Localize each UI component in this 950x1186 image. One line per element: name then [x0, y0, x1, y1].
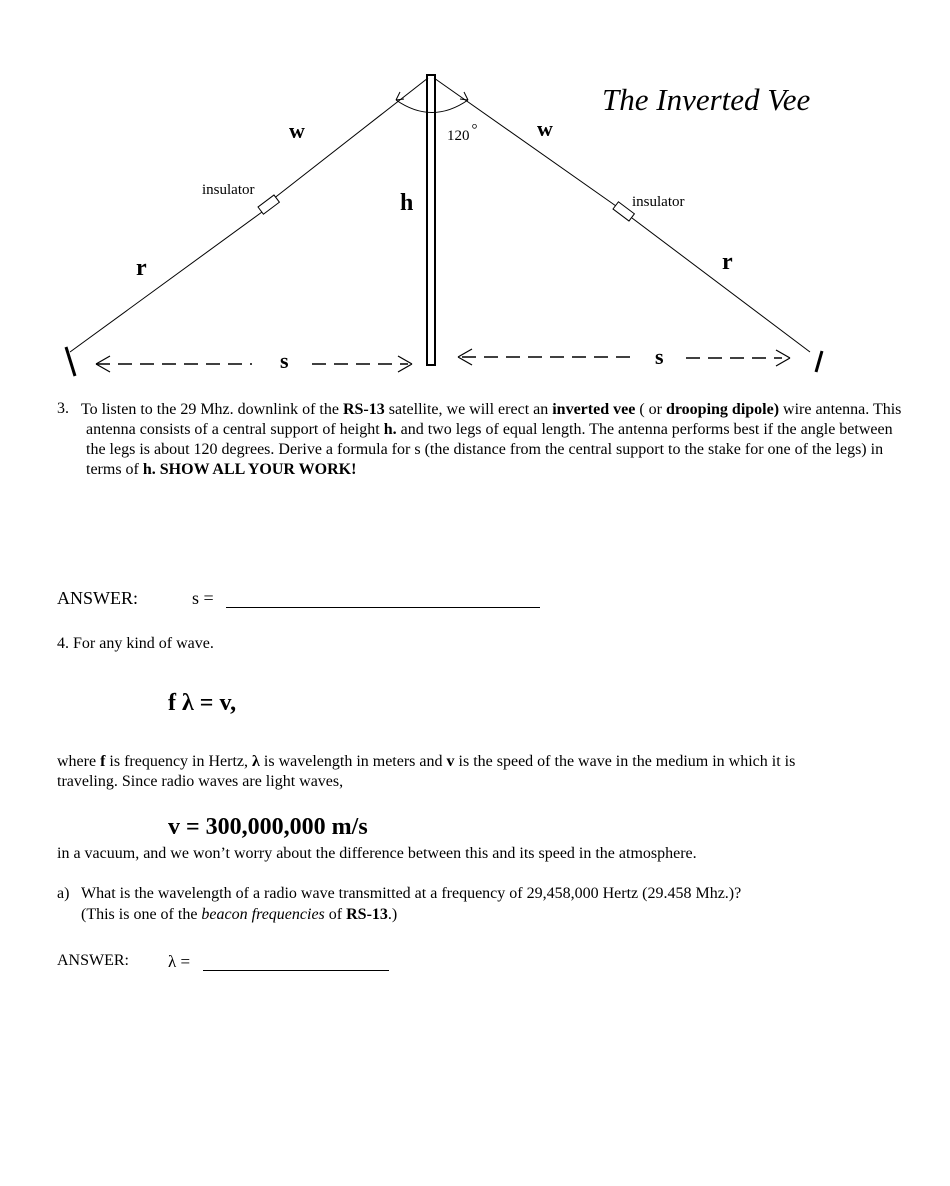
- answer1-blank[interactable]: [226, 588, 540, 608]
- q3-t2: satellite, we will erect an: [384, 401, 553, 418]
- label-s-left: s: [280, 348, 289, 373]
- q4-vacuum: in a vacuum, and we won’t worry about the difference between this and its speed in the atmosphere.: [57, 845, 697, 862]
- q4-wb1: f: [100, 753, 106, 770]
- diagram-title: The Inverted Vee: [602, 82, 811, 117]
- label-w-left: w: [289, 118, 305, 143]
- qa-italic: beacon frequencies: [201, 906, 325, 923]
- right-leg-r: [632, 218, 810, 352]
- q3-text: [81, 400, 906, 480]
- qa-t2: (This is one of the: [81, 906, 202, 923]
- label-r-right: r: [722, 249, 733, 275]
- q4-speed: v = 300,000,000 m/s: [168, 814, 368, 840]
- left-insulator: [258, 195, 279, 214]
- answer2-label: ANSWER:: [57, 952, 129, 969]
- answer2-var: λ =: [168, 952, 191, 971]
- qa-line2: [81, 906, 397, 924]
- q3-number: 3.: [57, 400, 69, 417]
- left-leg-r: [70, 212, 262, 352]
- label-r-left: r: [136, 255, 147, 281]
- central-support: [427, 75, 435, 365]
- q4-formula: f λ = v,: [168, 690, 237, 716]
- q3-t3: ( or: [635, 401, 666, 418]
- q4-w4: is the speed of the wave in the medium in which it is traveling. Since radio waves are light waves,: [57, 753, 796, 790]
- q3-b1: RS-13: [342, 401, 385, 418]
- qa-bold: RS-13: [346, 906, 388, 923]
- qa-label: a): [57, 885, 70, 902]
- label-insulator-right: insulator: [632, 194, 685, 210]
- q4-w3: is wavelength in meters and: [259, 753, 447, 770]
- answer1-var: s =: [192, 588, 214, 608]
- q3-t4: wire antenna. This antenna consists of a central support of height: [86, 401, 902, 438]
- q3-b5: h.: [142, 461, 156, 478]
- answer1-label: ANSWER:: [57, 588, 138, 608]
- qa-t3: of: [324, 906, 347, 923]
- label-s-right: s: [655, 344, 664, 369]
- qa-line1: What is the wavelength of a radio wave transmitted at a frequency of 29,458,000 Hertz (29.458 Mhz.)?: [81, 885, 742, 902]
- q3-b4: h.: [383, 421, 397, 438]
- qa-t4: .): [387, 906, 398, 923]
- q4-w2: is frequency in Hertz,: [105, 753, 253, 770]
- q4-where-text: [57, 752, 847, 792]
- q4-wb2: λ: [252, 753, 260, 770]
- inverted-vee-diagram: [0, 0, 950, 390]
- answer2-blank[interactable]: [203, 952, 389, 971]
- q4-intro: 4. For any kind of wave.: [57, 635, 214, 652]
- arc-arrow-left: [396, 92, 404, 100]
- q4-w1: where: [57, 753, 101, 770]
- angle-value: 120: [447, 128, 470, 144]
- label-insulator-left: insulator: [202, 182, 255, 198]
- q3-b6: SHOW ALL YOUR WORK!: [159, 461, 357, 478]
- q4-wb3: v: [446, 753, 455, 770]
- label-angle: [447, 122, 478, 145]
- label-w-right: w: [537, 116, 553, 141]
- q3-t5: and two legs of equal length. The antenna performs best if the angle between the legs is about 120 degrees. Derive a formula for s (the distance from the central support to the stake for one of the legs) in terms of: [86, 421, 893, 478]
- label-h: h: [400, 190, 414, 216]
- angle-unit: °: [471, 122, 478, 138]
- q3-t1: To listen to the 29 Mhz. downlink of the: [81, 401, 343, 418]
- q3-b3: drooping dipole): [665, 401, 780, 418]
- q3-b2: inverted vee: [552, 401, 636, 418]
- right-stake: [816, 351, 822, 372]
